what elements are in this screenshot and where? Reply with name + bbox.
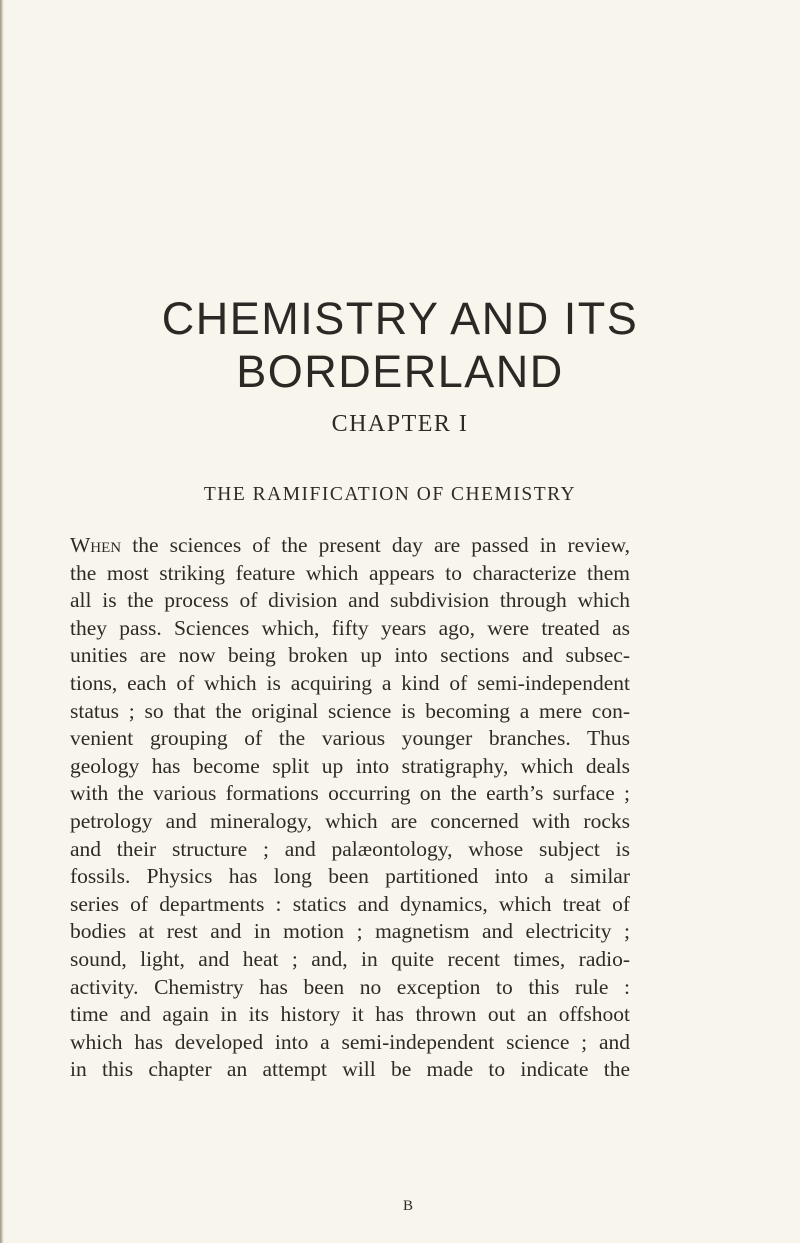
- body-line: fossils. Physics has long been partitioned into a similar: [70, 864, 630, 889]
- body-line: [70, 532, 630, 560]
- body-line: and their structure ; and palæontology, whose subject is: [70, 836, 630, 861]
- book-title-line-2: BORDERLAND: [236, 346, 564, 397]
- body-line: unities are now being broken up into sections and subsec-: [70, 643, 630, 668]
- body-line: time and again in its history it has thrown out an offshoot: [70, 1002, 630, 1027]
- body-paragraph: [70, 532, 630, 1084]
- body-line: in this chapter an attempt will be made to indicate the: [70, 1057, 630, 1082]
- body-line: sound, light, and heat ; and, in quite recent times, radio-: [70, 946, 630, 971]
- body-line: status ; so that the original science is becoming a mere con-: [70, 698, 630, 723]
- book-title: [0, 292, 800, 398]
- chapter-number: CHAPTER I: [331, 411, 469, 437]
- body-line: all is the process of division and subdivision through which: [70, 588, 630, 613]
- body-line: they pass. Sciences which, fifty years ago, were treated as: [70, 615, 630, 640]
- body-line-text: the sciences of the present day are passed in review,: [121, 533, 630, 557]
- body-line: petrology and mineralogy, which are concerned with rocks: [70, 808, 630, 833]
- chapter-title: THE RAMIFICATION OF CHEMISTRY: [203, 484, 577, 505]
- body-line: with the various formations occurring on the earth’s surface ;: [70, 781, 630, 806]
- page-spine-edge: [0, 0, 4, 1243]
- body-line: the most striking feature which appears to characterize them: [70, 560, 630, 585]
- body-line: geology has become split up into stratigraphy, which deals: [70, 753, 630, 778]
- body-line: activity. Chemistry has been no exception to this rule :: [70, 974, 630, 999]
- body-line: bodies at rest and in motion ; magnetism and electricity ;: [70, 919, 630, 944]
- signature-mark: B: [402, 1198, 413, 1214]
- body-line: tions, each of which is acquiring a kind of semi-independent: [70, 670, 630, 695]
- body-line: series of departments : statics and dynamics, which treat of: [70, 891, 630, 916]
- book-title-line-1: CHEMISTRY AND ITS: [161, 293, 639, 344]
- body-line: which has developed into a semi-independent science ; and: [70, 1029, 630, 1054]
- body-line: venient grouping of the various younger branches. Thus: [70, 726, 630, 751]
- opening-word: When: [70, 533, 122, 557]
